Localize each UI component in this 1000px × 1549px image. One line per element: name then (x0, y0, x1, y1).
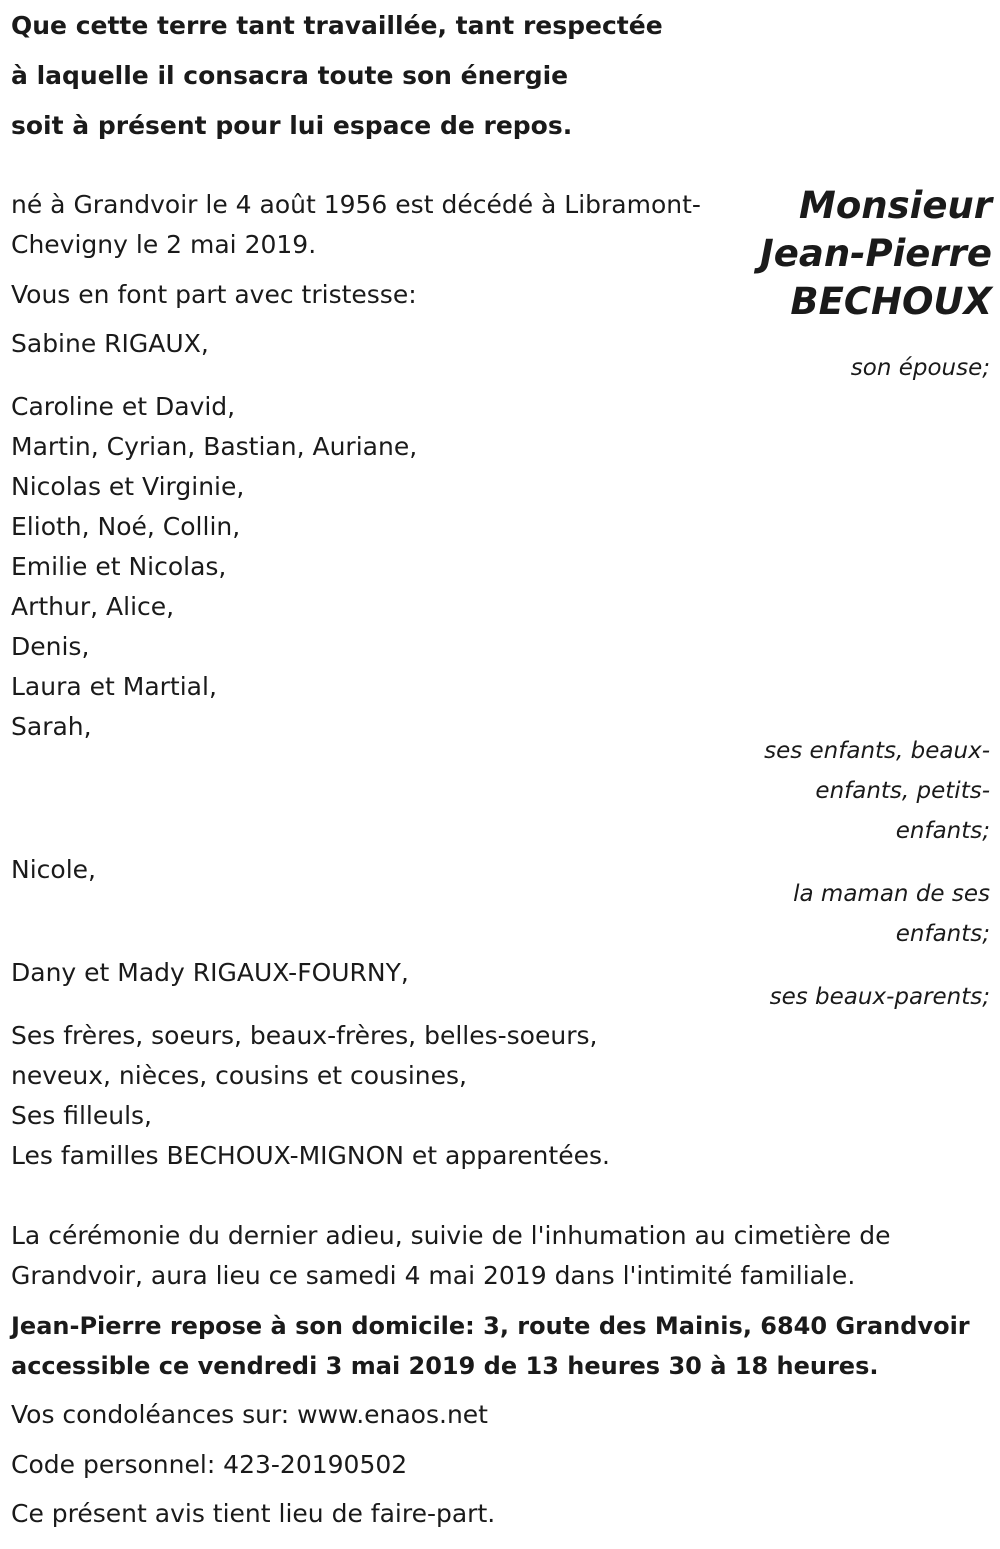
deceased-first-name: Jean-Pierre (759, 232, 992, 275)
spouse-relation: son épouse; (850, 355, 990, 381)
visitation-line-1: Jean-Pierre repose à son domicile: 3, route des Mainis, 6840 Grandvoir (11, 1312, 970, 1340)
extended-family-line: Ses frères, soeurs, beaux-frères, belles-soeurs, (11, 1021, 598, 1050)
children-line: Arthur, Alice, (11, 592, 175, 621)
children-line: Nicolas et Virginie, (11, 472, 245, 501)
ceremony-line-2: Grandvoir, aura lieu ce samedi 4 mai 2019 dans l'intimité familiale. (11, 1261, 856, 1290)
birth-death-line-1: né à Grandvoir le 4 août 1956 est décédé à Libramont- (11, 190, 701, 219)
condolences: Vos condoléances sur: www.enaos.net (11, 1400, 488, 1429)
birth-death-line-2: Chevigny le 2 mai 2019. (11, 230, 317, 259)
closing-note: Ce présent avis tient lieu de faire-part. (11, 1499, 496, 1528)
epitaph-line-1: Que cette terre tant travaillée, tant respectée (11, 11, 663, 40)
epitaph-line-2: à laquelle il consacra toute son énergie (11, 61, 569, 90)
mother-name: Nicole, (11, 855, 96, 884)
deceased-name (760, 182, 992, 326)
children-line: Elioth, Noé, Collin, (11, 512, 241, 541)
mother-relation-line: enfants; (895, 921, 990, 947)
children-relation-line: ses enfants, beaux- (764, 738, 990, 764)
visitation-line-2: accessible ce vendredi 3 mai 2019 de 13 heures 30 à 18 heures. (11, 1352, 879, 1380)
children-line: Sarah, (11, 712, 92, 741)
parents-in-law-names: Dany et Mady RIGAUX-FOURNY, (11, 958, 409, 987)
deceased-last-name: BECHOUX (790, 280, 992, 323)
children-line: Caroline et David, (11, 392, 236, 421)
extended-family-line: Les familles BECHOUX-MIGNON et apparentées. (11, 1141, 610, 1170)
parents-in-law-relation: ses beaux-parents; (769, 984, 990, 1010)
ceremony-line-1: La cérémonie du dernier adieu, suivie de l'inhumation au cimetière de (11, 1221, 891, 1250)
personal-code: Code personnel: 423-20190502 (11, 1450, 408, 1479)
children-relation-line: enfants, petits- (815, 778, 990, 804)
extended-family-line: neveux, nièces, cousins et cousines, (11, 1061, 468, 1090)
deceased-title: Monsieur (799, 184, 992, 227)
extended-family-line: Ses filleuls, (11, 1101, 153, 1130)
children-line: Laura et Martial, (11, 672, 217, 701)
children-line: Denis, (11, 632, 90, 661)
children-line: Martin, Cyrian, Bastian, Auriane, (11, 432, 418, 461)
spouse-name: Sabine RIGAUX, (11, 329, 209, 358)
announcement: Vous en font part avec tristesse: (11, 280, 417, 309)
children-line: Emilie et Nicolas, (11, 552, 227, 581)
epitaph-line-3: soit à présent pour lui espace de repos. (11, 111, 573, 140)
children-relation-line: enfants; (895, 818, 990, 844)
mother-relation-line: la maman de ses (793, 881, 990, 907)
